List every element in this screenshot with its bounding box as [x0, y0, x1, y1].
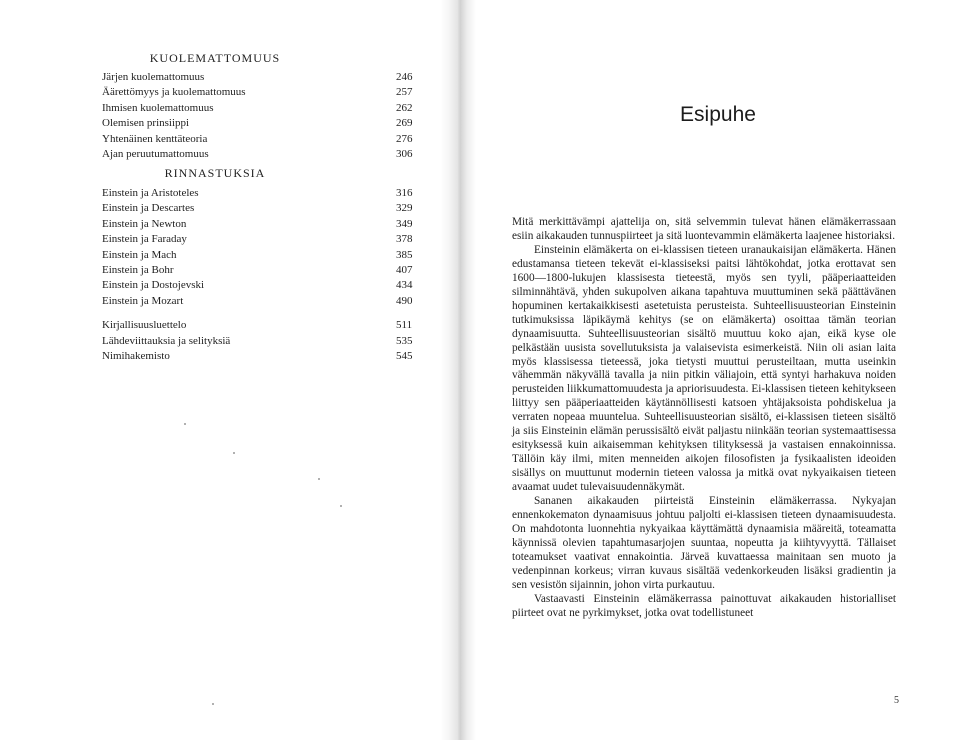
toc-entry	[102, 147, 420, 162]
toc-entry	[102, 201, 420, 216]
preface-title: Esipuhe	[680, 103, 756, 126]
toc-entry-page: 349	[396, 217, 413, 230]
toc-entry	[102, 248, 420, 263]
toc-entry-title: Einstein ja Bohr	[102, 263, 174, 276]
toc-entry-title: Kirjallisuusluettelo	[102, 319, 187, 332]
paper-speck	[340, 505, 342, 507]
preface-body	[512, 216, 896, 621]
toc-entry-page: 378	[396, 233, 413, 246]
preface-paragraph: Einsteinin elämäkerta on ei-klassisen tieteen uranaukaisijan elämäkerta. Hänen edustamansa tieteen tekevät ei-klassiseksi paitsi lähtökohdat, jotka erottavat sen 1600—1800-lukujen klassisesta tieteestä, myös sen tyyli, pääperiaatteiden silminnähtävä, yhden sukupolven aikana tapahtuva muuttuminen sekä päättävänen hopuminen kertakaikkisesti asetetuista perusteista. Suhteellisuusteorian Einsteinin tutkimuksissa läpikäymä kehitys (se on elämäkerta) osoittaa tämän teorian dynaamisuutta. Suhteellisuusteorian sisältö muuttuu koko ajan, eikä kyse ole pelkästään uusista sovellutuksista ja valaisevista esimerkeistä. Niin oli asian laita myös klassisessa tieteessä, joka tietysti muuttui perusteiltaan, mutta useinkin vähemmän näkyvällä tavalla ja niin pitkin väliajoin, että syntyi harhakuva noiden perusteiden liikkumattomuudesta ja apriorisuudesta. Ei-klassisen tieteen kehitykseen liittyy sen pääperiaatteiden käytännöllisesti katsoen yhtäjaksoista pohdiskelua ja verraten nopeaa muuntelua. Suhteellisuusteorian sisältö, ei-klassisen tieteen sisältö ja siis Einsteinin elämän perussisältö eivät paljastu niinkään teorian systemaattisessa esityksessä kuin aikaisemman kehityksen tilityksessä ja vastaisen ennakoinnissa. Tällöin käy ilmi, miten menneiden aikojen filosofisten ja fysikaalisten ideoiden sisällys on muuttunut modernin tieteen valossa ja mitkä ovat nykyaikaisen tieteen avaamat uudet tulevaisuudennäkymät.	[512, 243, 896, 494]
toc-entry	[102, 217, 420, 232]
toc-entry-title: Järjen kuolemattomuus	[102, 71, 205, 83]
toc-entry	[102, 349, 420, 364]
toc-entry-page: 545	[396, 349, 413, 362]
toc-heading-rinnastuksia: RINNASTUKSIA	[164, 166, 266, 180]
toc-entry-title: Ihmisen kuolemattomuus	[102, 101, 214, 114]
toc-entry-title: Einstein ja Faraday	[102, 233, 187, 246]
toc-entry-page: 276	[396, 132, 413, 145]
paper-speck	[233, 452, 235, 454]
toc-entry	[102, 186, 420, 201]
toc-entry	[102, 263, 420, 278]
toc-entry-page: 385	[396, 248, 413, 261]
paper-speck	[318, 478, 320, 480]
toc-entry	[102, 132, 420, 147]
toc-heading-kuolemattomuus: KUOLEMATTOMUUS	[149, 51, 281, 65]
toc-entry-page: 246	[396, 71, 413, 83]
toc-entry-page: 535	[396, 334, 413, 347]
paper-speck	[212, 703, 214, 705]
preface-paragraph: Sananen aikakauden piirteistä Einsteinin elämäkerrassa. Nykyajan ennenkokematon dynaamisuus johtuu paljolti ei-klassisen tieteen dynaamisuudesta. On mahdotonta luonnehtia nykyaikaa käyttämättä dynaamisia määreitä, toteamatta käynnissä olevien tapahtumasarjojen suuntaa, nopeutta ja kiihtyvyyttä. Tällaiset toteamukset vaativat ennakointia. Järveä kuvattaessa mainitaan sen muoto ja vedenpinnan korkeus; virran kuvaus sisältää vedenkorkeuden lisäksi gradientin ja sen vesistön sijainnin, johon virta purkautuu.	[512, 495, 896, 591]
toc-entry-page: 262	[396, 101, 413, 114]
toc-entry-title: Einstein ja Dostojevski	[102, 279, 205, 292]
toc-section-kuolemattomuus	[102, 70, 420, 162]
toc-entry	[102, 70, 420, 85]
toc-entry-page: 269	[396, 117, 413, 130]
toc-section-rinnastuksia	[102, 186, 420, 364]
toc-entry-page: 407	[396, 263, 413, 276]
toc-entry-title: Einstein ja Newton	[102, 217, 187, 230]
page-number: 5	[894, 695, 899, 706]
toc-entry-page: 306	[396, 147, 413, 160]
toc-entry-title: Einstein ja Descartes	[102, 202, 195, 215]
toc-entry-page: 490	[396, 294, 413, 307]
toc-entry	[102, 334, 420, 349]
toc-entry	[102, 232, 420, 247]
toc-entry-page: 434	[396, 279, 413, 292]
toc-entry-page: 329	[396, 202, 413, 215]
toc-entry	[102, 318, 420, 333]
toc-entry-title: Yhtenäinen kenttäteoria	[102, 132, 208, 145]
toc-entry-title: Nimihakemisto	[102, 349, 170, 362]
toc-entry-page: 316	[396, 187, 413, 199]
toc-entry-title: Olemisen prinsiippi	[102, 117, 190, 130]
toc-entry	[102, 116, 420, 131]
preface-paragraph: Vastaavasti Einsteinin elämäkerrassa painottuvat aikakauden historialliset piirteet ovat ne pyrkimykset, jotka ovat todellistuneet	[512, 592, 896, 619]
paper-speck	[184, 423, 186, 425]
toc-entry	[102, 85, 420, 100]
toc-entry	[102, 294, 420, 309]
preface-paragraph: Mitä merkittävämpi ajattelija on, sitä selvemmin tulevat hänen elämäkerrassaan esiin aikakauden tunnuspiirteet ja sitä luontevammin elämäkerta laajenee historiaksi.	[512, 216, 896, 242]
toc-entry-title: Äärettömyys ja kuolemattomuus	[102, 86, 246, 99]
toc-entry-title: Einstein ja Aristoteles	[102, 187, 199, 199]
toc-entry	[102, 101, 420, 116]
left-page	[0, 0, 460, 740]
toc-entry	[102, 278, 420, 293]
toc-entry-page: 511	[396, 319, 413, 332]
toc-gap	[102, 309, 420, 318]
right-page	[476, 0, 960, 740]
toc-entry-title: Lähdeviittauksia ja selityksiä	[102, 334, 231, 347]
toc-entry-page: 257	[396, 86, 413, 99]
toc-entry-title: Ajan peruutumattomuus	[102, 147, 209, 160]
toc-entry-title: Einstein ja Mozart	[102, 294, 184, 307]
toc-entry-title: Einstein ja Mach	[102, 248, 177, 261]
